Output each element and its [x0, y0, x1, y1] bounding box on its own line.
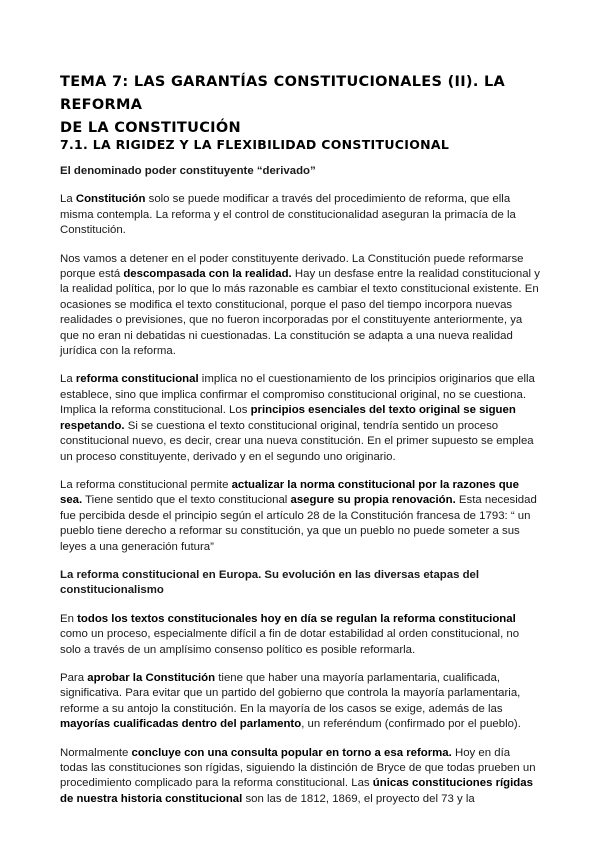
- page-title: [60, 71, 540, 140]
- subheading-reforma-europa: La reforma constitucional en Europa. Su evolución en las diversas etapas del constitucionalismo: [60, 568, 480, 597]
- section-title: 7.1. LA RIGIDEZ Y LA FLEXIBILIDAD CONSTITUCIONAL: [60, 137, 450, 152]
- paragraph-4: La reforma constitucional permite actualizar la norma constitucional por la razones que sea. Tiene sentido que el texto constitucional asegure su propia renovación. Esta necesidad fue percibida desde el principio según el artículo 28 de la Constitución francesa de 1793: “ un pueblo tiene derecho a reformar su constitución, ya que un pueblo no puede someter a sus leyes a una generación futura”: [60, 478, 537, 553]
- paragraph-1: La Constitución solo se puede modificar a través del procedimiento de reforma, que ella misma contempla. La reforma y el control de constitucionalidad aseguran la primacía de la Constitución.: [60, 193, 516, 237]
- paragraph-7: Normalmente concluye con una consulta popular en torno a esa reforma. Hoy en día todas las constituciones son rígidas, siguiendo la distinción de Bryce de que todas prueben un procedimiento complicado para la reforma constitucional. Las únicas constituciones rígidas de nuestra historia constitucional son las de 1812, 1869, el proyecto del 73 y la: [60, 746, 536, 805]
- document-body: [60, 164, 541, 820]
- title-line-2: DE LA CONSTITUCIÓN: [60, 120, 241, 136]
- paragraph-5: En todos los textos constitucionales hoy en día se regulan la reforma constitucional como un proceso, especialmente difícil a fin de dotar estabilidad al orden constitucional, no solo a través de un amplísimo consenso político es posible reformarla.: [60, 612, 520, 656]
- title-line-1: TEMA 7: LAS GARANTÍAS CONSTITUCIONALES (II). LA REFORMA: [60, 74, 506, 113]
- paragraph-6: Para aprobar la Constitución tiene que haber una mayoría parlamentaria, cualificada, significativa. Para evitar que un partido del gobierno que controla la mayoría parlamentaria, reforme a su antojo la constitución. En la mayoría de los casos se exige, además de las mayorías cualificadas dentro del parlamento, un referéndum (confirmado por el pueblo).: [60, 671, 521, 731]
- paragraph-3: La reforma constitucional implica no el cuestionamiento de los principios originarios que ella establece, sino que implica confirmar el compromiso constitucional original, no se cuestiona. Implica la reforma constitucional. Los principios esenciales del texto original se siguen respetando. Si se cuestiona el texto constitucional original, tendría sentido un proceso constitucional nuevo, es decir, crear una nueva constitución. En el primer supuesto se emplea un proceso constituyente, derivado y en el segundo uno originario.: [60, 373, 535, 463]
- paragraph-2: Nos vamos a detener en el poder constituyente derivado. La Constitución puede reformarse porque está descompasada con la realidad. Hay un desfase entre la realidad constitucional y la realidad política, por lo que lo más razonable es cambiar el texto constitucional existente. En ocasiones se modifica el texto constitucional, porque el paso del tiempo incorpora nuevas realidades o previsiones, que no fueron incorporadas por el constituyente anteriormente, ya que no eran ni debatidas ni cuestionadas. La constitución se adapta a una nueva realidad jurídica con la reforma.: [60, 252, 540, 358]
- subheading-poder-constituyente: El denominado poder constituyente “derivado”: [60, 165, 316, 177]
